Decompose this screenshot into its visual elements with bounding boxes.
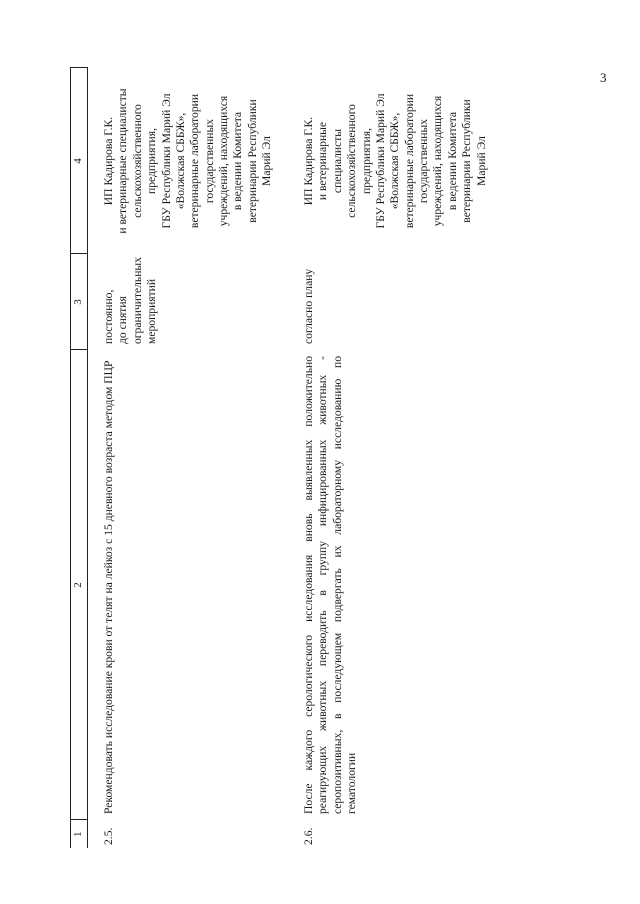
table-row xyxy=(88,68,289,848)
responsible-line: и ветеринарные специалисты xyxy=(116,88,130,234)
responsible-line: ГБУ Республики Марий Эл xyxy=(159,93,173,229)
term-line: ограничительных xyxy=(130,256,144,344)
responsible-line: «Волжская СББЖ», xyxy=(388,112,402,210)
responsible-line: в ведении Комитета xyxy=(231,111,245,211)
table-row xyxy=(288,68,556,848)
responsible-line: Марий Эл xyxy=(260,136,274,186)
page-number: 3 xyxy=(600,70,607,85)
responsible-line: учреждений, находящихся xyxy=(217,95,230,227)
responsible-line: ИП Кадирова Г.К. xyxy=(102,116,115,206)
term-line: постоянно, xyxy=(102,289,115,344)
row-number: 2.6. xyxy=(302,827,315,845)
responsible-line: и ветеринарные xyxy=(316,121,330,201)
responsible-line: ветеринарные лаборатории xyxy=(402,93,416,229)
responsible-line: сельскохозяйственного xyxy=(345,104,359,218)
responsible-line: Марий Эл xyxy=(474,136,488,186)
responsible-line: сельскохозяйственного xyxy=(130,104,144,218)
responsible-line: ИП Кадирова Г.К. xyxy=(302,116,315,206)
term-line: до снятия xyxy=(116,296,130,344)
term-cell xyxy=(88,254,289,350)
responsible-line: учреждений, находящихся xyxy=(431,95,445,227)
column-header-2: 2 xyxy=(71,350,88,820)
column-header-1: 1 xyxy=(71,820,88,848)
measure-text: После каждого серологического исследования вновь выявленных положительно реагирующих животных переводить в группу инфицированных животных - серопозитивных, в последующем подвергать их лабораторному исследованию по гематологии xyxy=(302,356,359,814)
responsible-cell xyxy=(88,68,289,254)
column-header-3: 3 xyxy=(71,254,88,350)
column-header-4: 4 xyxy=(71,68,88,254)
table-header-row xyxy=(71,68,88,848)
responsible-line: ГБУ Республики Марий Эл xyxy=(373,93,387,229)
responsible-line: специалисты xyxy=(330,128,344,194)
responsible-line: в ведении Комитета xyxy=(445,111,459,211)
responsible-line: ветеринарии Республики xyxy=(245,99,259,223)
row-number: 2.5. xyxy=(102,827,115,845)
responsible-line: предприятия, xyxy=(359,128,373,194)
responsible-cell xyxy=(288,68,556,254)
responsible-line: государственных xyxy=(417,118,430,204)
responsible-line: государственных xyxy=(202,118,216,204)
measures-table xyxy=(70,68,556,849)
term-line: мероприятий xyxy=(145,278,159,344)
term-line: согласно плану xyxy=(302,268,315,344)
term-cell xyxy=(288,254,556,350)
responsible-line: предприятия, xyxy=(145,128,159,194)
responsible-line: «Волжская СББЖ», xyxy=(173,112,187,210)
measure-text: Рекомендовать исследование крови от телят на лейкоз с 15 дневного возраста методом ПЦР xyxy=(102,360,115,814)
responsible-line: ветеринарии Республики xyxy=(460,99,474,223)
rotated-table-container xyxy=(70,68,556,848)
responsible-line: ветеринарные лаборатории xyxy=(188,93,202,229)
